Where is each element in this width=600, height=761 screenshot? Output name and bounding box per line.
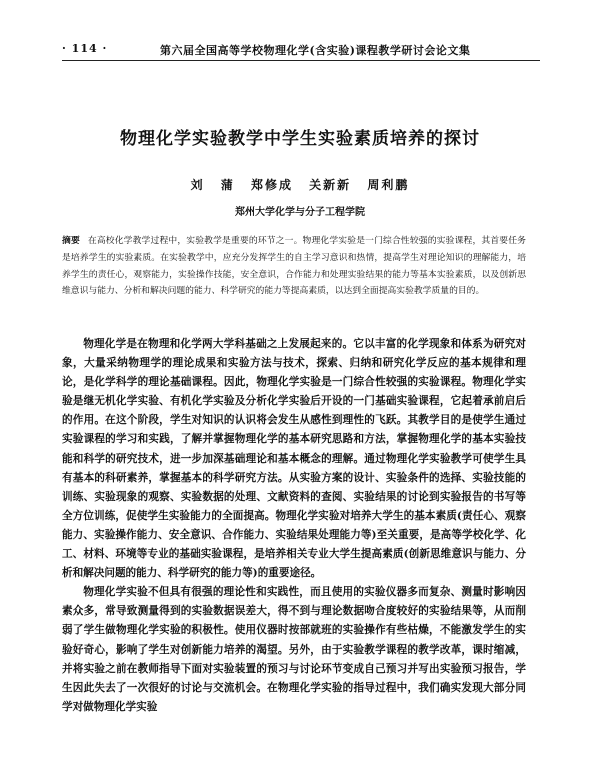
abstract-text: 在高校化学教学过程中，实验教学是重要的环节之一。物理化学实验是一门综合性较强的实验课程，其首要任务是培养学生的实验素质。在实验教学中，应充分发挥学生的自主学习意识和热情，提高学生对理论知识的理解能力，培养学生的责任心，观察能力，实验操作技能，安全意识，合作能力和处理实验结果的能力等基本实验素质，以及创新思维意识与能力、分析和解决问题的能力、科学研究的能力等提高素质，以达到全面提高实验教学质量的目的。 <box>62 236 526 297</box>
affiliation: 郑州大学化学与分子工程学院 <box>235 207 365 218</box>
paragraph: 物理化学是在物理和化学两大学科基础之上发展起来的。它以丰富的化学现象和体系为研究对象，大量采纳物理学的理论成果和实验方法与技术，探索、归纳和研究化学反应的基本规律和理论，是化学科学的理论基础课程。因此，物理化学实验是一门综合性较强的实验课程。物理化学实验是继无机化学实验、有机化学实验及分析化学实验后开设的一门基础实验课程，它起着承前启后的作用。在这个阶段，学生对知识的认识将会发生从感性到理性的飞跃。其教学目的是使学生通过实验课程的学习和实践，了解并掌握物理化学的基本研究思路和方法，掌握物理化学的基本实验技能和科学的研究技术，进一步加深基础理论和基本概念的理解。通过物理化学实验教学可使学生具有基本的科研素养，掌握基本的科学研究方法。从实验方案的设计、实验条件的选择、实验技能的训练、实验现象的观察、实验数据的处理、文献资料的查阅、实验结果的讨论到实验报告的书写等全方位训练，促使学生实验能力的全面提高。物理化学实验对培养大学生的基本素质(责任心、观察能力、实验操作能力、安全意识、合作能力、实验结果处理能力等)至关重要，是高等学校化学、化工、材料、环境等专业的基础实验课程，是培养相关专业大学生提高素质(创新思维意识与能力、分析和解决问题的能力、科学研究的能力等)的重要途径。 <box>62 338 526 580</box>
running-header <box>62 38 540 58</box>
abstract <box>62 233 526 300</box>
author-list: 刘 蒲 郑修成 关新新 周利鹏 <box>190 178 410 192</box>
abstract-label: 摘要 <box>62 236 80 246</box>
running-title: 第六届全国高等学校物理化学(含实验)课程教学研讨会论文集 <box>160 44 471 57</box>
page-number: · 114 · <box>62 42 108 55</box>
header-rule <box>62 60 540 61</box>
paragraph: 物理化学实验不但具有很强的理论性和实践性，而且使用的实验仪器多而复杂、测量时影响因素众多，常导致测量得到的实验数据误差大，得不到与理论数据吻合度较好的实验结果等，从而削弱了学生做物理化学实验的积极性。使用仪器时按部就班的实验操作有些枯燥，不能激发学生的实验好奇心，影响了学生对创新能力培养的渴望。另外，由于实验教学课程的教学改革，课时缩减，并将实验之前在教师指导下面对实验装置的预习与讨论环节变成自己预习并写出实验预习报告，学生因此失去了一次很好的讨论与交流机会。在物理化学实验的指导过程中，我们确实发现大部分同学对做物理化学实验 <box>62 586 526 713</box>
article-title: 物理化学实验教学中学生实验素质培养的探讨 <box>120 129 480 149</box>
body-text <box>62 335 526 717</box>
